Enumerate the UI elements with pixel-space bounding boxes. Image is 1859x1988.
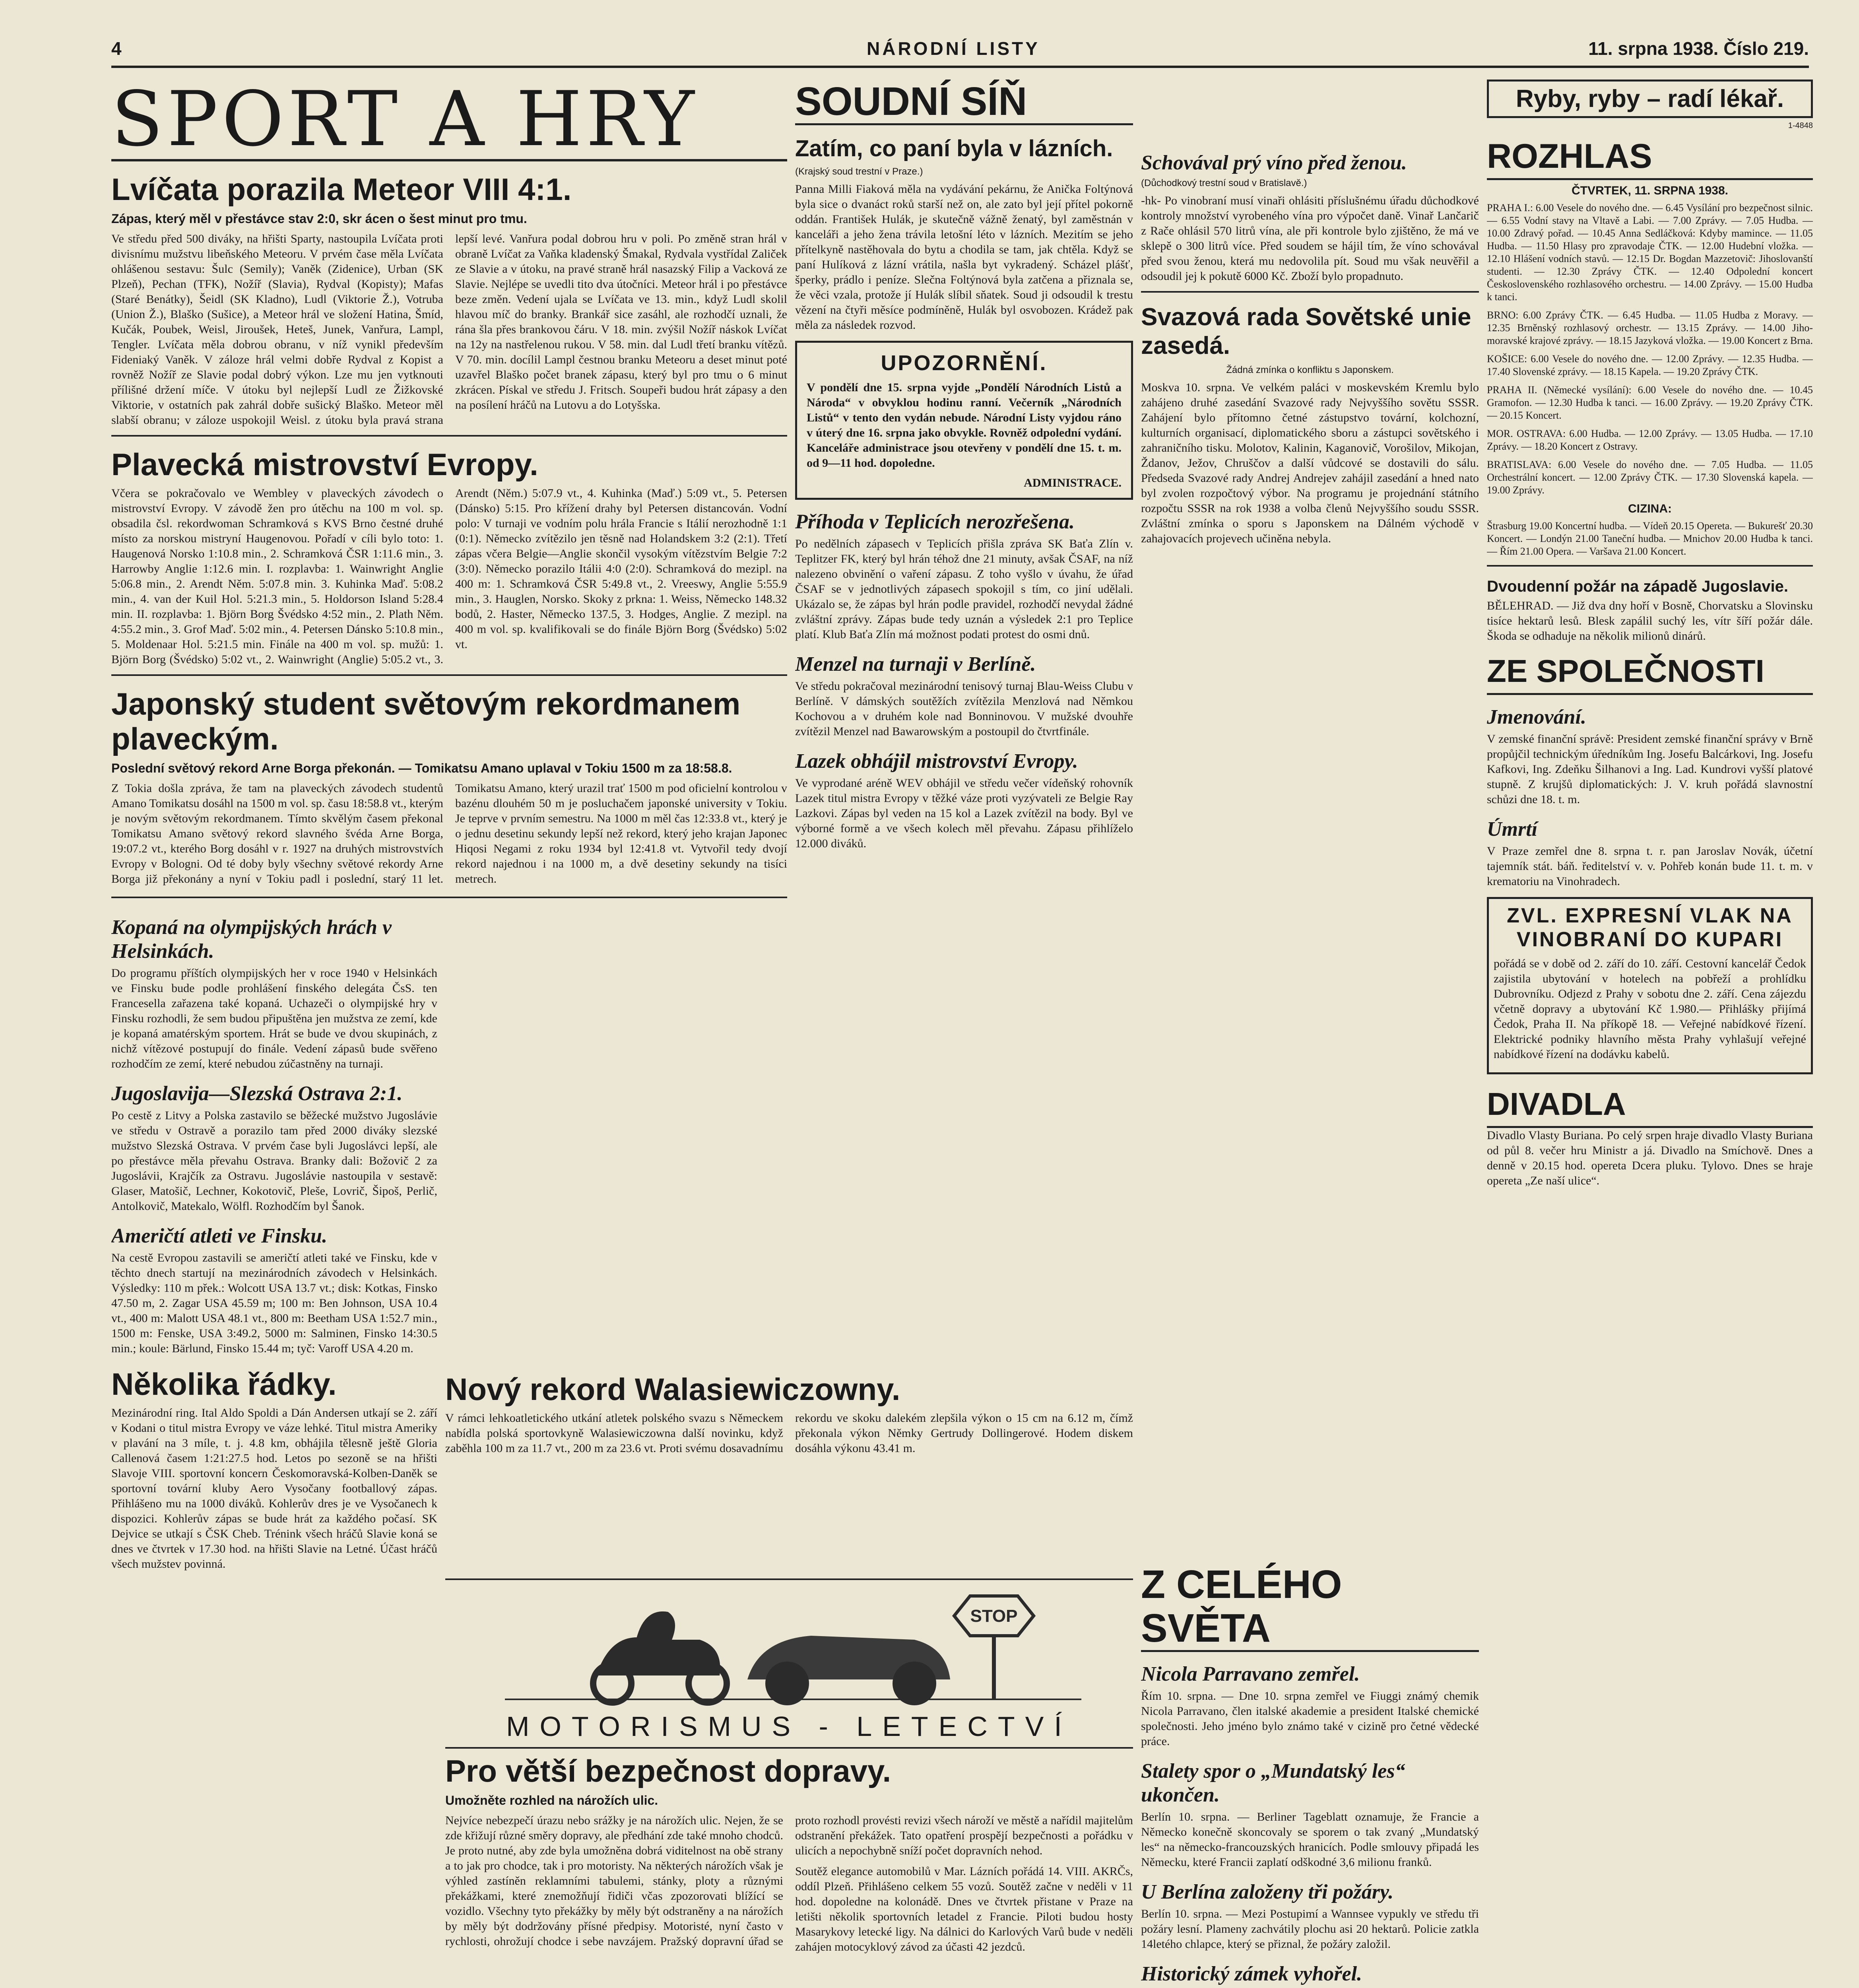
fish-advert: Ryby, ryby – radí lékař. (1487, 80, 1813, 118)
sport-headline-plavani: Plavecká mistrovství Evropy. (111, 447, 538, 482)
radio-program: PRAHA I.: 6.00 Vesele do nového dne. — 6.45 Vysílání pro bezpečnost silnic. — 6.55 Vodní stavy na Vltavě a Labi. — 7.00 Zprávy. — 7.05 Hudba. — 10.00 Zdravý pořad. — 10.45 Anna Sedláčková: Kdyby mamince. — 11.05 Hudba. — 11.50 Hlasy pro zpravodaje ČTK. — 12.00 Hudební vložka. — 12.10 Hlášení vodních stavů. — 12.15 Dr. Bogdan Mazzetovič: Jihoslovanští studenti. — 12.30 Zprávy ČTK. — 12.40 Odpolední koncert Československého rozhlasového orchestru. — 14.00 Zprávy. — 15.00 Hudba k tanci. (1487, 202, 1813, 303)
fire-headline: Dvoudenní požár na západě Jugoslavie. (1487, 578, 1788, 595)
world-column (1141, 1563, 1479, 1988)
soviet-subhead: Žádná zmínka o konfliktu s Japonskem. (1226, 365, 1394, 375)
advert-tag: 1-4848 (1788, 121, 1813, 130)
world-section-title: Z CELÉHO SVĚTA (1141, 1563, 1479, 1652)
radio-section-title: ROZHLAS (1487, 134, 1813, 180)
sport-headline-walas: Nový rekord Walasiewiczowny. (445, 1372, 900, 1407)
radio-program: MOR. OSTRAVA: 6.00 Hudba. — 12.00 Zprávy. — 13.05 Hudba. — 17.10 Zprávy. — 18.20 Koncert z Ostravy. (1487, 428, 1813, 452)
court-headline-lazne: Zatím, co paní byla v lázních. (795, 136, 1113, 161)
world-headline: Stalety spor o „Mundatský les“ ukončen. (1141, 1760, 1405, 1806)
traffic-headline: Pro větší bezpečnost dopravy. (445, 1753, 891, 1788)
divider (111, 435, 787, 437)
society-text: V Praze zemřel dne 8. srpna t. r. pan Jaroslav Novák, účetní tajemník stát. báň. ředitelství v. v. Pohřeb konán bude 11. t. m. v krematoriu na Vinohradech. (1487, 845, 1813, 888)
world-headline: U Berlína založeny tři požáry. (1141, 1881, 1394, 1903)
traffic-article-2: Soutěž elegance automobilů v Mar. Lázních pořádá 14. VIII. AKRČs, oddíl Plzeň. Přihlášeno celkem 55 vozů. Soutěž začne v neděli v 11 hod. dopoledne na kolonádě. Dnes ve čtvrtek přistane v Praze na letišti několik sportovních letadel z Francie. Piloti budou hosty Masarykovy letecké ligy. Na dálnici do Karlových Varů bude v neděli zahájen motocyklový závod za účasti 42 jezdců. (795, 1865, 1133, 1953)
world-item (1141, 1759, 1479, 1870)
court-article-teplice: Po nedělních zápasech v Teplicích přišla zpráva SK Baťa Zlín v. Teplitzer FK, který byl hrán téhož dne 21 minuty, avšak ČSAF, na níž nalezeno obvinění o vaření zápasu. Z toho vyšlo v úvahu, že úřad ČSAF se v jednotlivých zápasech spokojil s tím, co jiní udělali. Ukázalo se, že zápas byl hrán podle pravidel, rozhodčí nevydal žádné zvláštní zprávy. Zápas bude tedy uznán a výsledek 2:1 pro Teplice platí. Klub Baťa Zlín má možnost podati protest do osmi dnů. (795, 537, 1133, 641)
divider (111, 674, 787, 676)
society-headline: Úmrtí (1487, 818, 1538, 841)
masthead-title: NÁRODNÍ LISTY (867, 38, 1040, 59)
theatre-section-title: DIVADLA (1487, 1082, 1813, 1128)
motorcycle-car-illustration (445, 1580, 1133, 1711)
court-column (795, 80, 1133, 1559)
divider (111, 897, 787, 898)
court-headline-vino: Schovával prý víno před ženou. (1141, 151, 1407, 174)
court-section-title: SOUDNÍ SÍŇ (795, 80, 1133, 125)
court-article-menzel: Ve středu pokračoval mezinárodní tenisový turnaj Blau-Weiss Clubu v Berlíně. V dámských soutěžích zvítězila Menzlová nad Němkou Kochovou a v druhém kole nad Bonninovou. V mužské dvouhře zvítězil Menzel nad Bawarowským a postoupil do čtvrtfinále. (795, 679, 1133, 738)
society-headline: Jmenování. (1487, 706, 1586, 728)
notice-box (795, 341, 1133, 500)
sport-article-japonec: Z Tokia došla zpráva, že tam na plaveckých závodech studentů Amano Tomikatsu dosáhl na 1500 m vol. sp. času 18:58.8 vt., kterým je novým světovým rekordmanem. Tímto skvělým časem překonal Tomikatsu Amano světový rekord slavného švéda Arne Borga, 19:07.2 vt., kterého Borg dosáhl v r. 1927 na druhých mistrovstvích Evropy v Bologni. Od té doby byly všechny světové rekordy Arne Borga již překonány a nyní v Tokiu padl i poslední, starý 11 let. Tomikatsu Amano, který urazil trať 1500 m pod oficielní kontrolou v bazénu dlouhém 50 m je posluchačem japonské university v Tokiu. Je teprve v prvním semestru. Na 1000 m měl čas 12:33.8 vt., který je o jednu desetinu sekundy lepší než rekord, který jeho krajan Japonec Hiqosi Negami z roku 1934 byl 12:41.8 vt. Vytvořil tedy dvojí rekord najednou i na 1000 m, a dvě desetiny sekundy na tisíci metrech. (111, 782, 787, 885)
page-header (111, 38, 1809, 68)
traffic-block (445, 1753, 1133, 1988)
sport-headline-americti: Američtí atleti ve Finsku. (111, 1225, 328, 1247)
sport-article-plavani: Včera se pokračovalo ve Wembley v plaveckých závodech o mistrovství Evropy. V závodě žen pro útěchu na 100 m vol. sp. obsadila čsl. rekordwoman Schramková s KVS Brno čestné druhé místo za norskou mistryní Haugenovou. Pořadí v cíli bylo toto: 1. Haugenová Norsko 1:10.8 min., 2. Schramková ČSR 1:11.6 min., 3. Harrowby Anglie 1:12.6 min. I. rozplavba: 1. Wainwright Anglie 5:06.8 min., 2. Arendt Něm. 5:07.8 min. 3. Kuhinka Maď. 5:08.2 min., 4. van der Kuil Hol. 5:21.3 min., 5. Holdorson Island 5:28.4 min. II. rozplavba: 1. Björn Borg Švédsko 4:52 min., 2. Plath Něm. 4:55.2 min., 3. Grof Maď. 5:02 min., 4. Petersen Dánsko 5:10.8 min., 5. Moldenaar Hol. 5:21.5 min. Finále na 400 m vol. sp. mužů: 1. Björn Borg (Švédsko) 5:02 vt., 2. Wainwright (Anglie) 5:05.2 vt., 3. Arendt (Něm.) 5:07.9 vt., 4. Kuhinka (Maď.) 5:09 vt., 5. Petersen (Dánsko) 5:15. Pro křížení drahy byl Petersen distancován. Vodní polo: V turnaji ve vodním polu hrála Francie s Itálií nerozhodně 1:1 (0:1). Německo zvítězilo jen těsně nad Holandskem 3:2 (2:1). Třetí zápas včera Belgie—Anglie skončil vysokým vítězstvím Belgie 7:2 (3:0). Německo porazilo Itálii 4:0 (2:0). Schramková do mezipl. na 400 m: 1. Schramková ČSR 5:49.8 vt., 2. Vreeswy, Anglie 5:55.9 min., 3. Hauglen, Norsko. Skoky z prkna: 1. Weiss, Německo 148.32 bodů, 2. Haster, Německo 137.5, 3. Hodges, Anglie. Z mezipl. na 400 m vol. sp. kvalifikovali se do finále Björn Borg (Švédsko) 5:02 vt. (111, 487, 787, 666)
court-column-2 (1141, 80, 1479, 1559)
notice-title: UPOZORNĚNÍ. (881, 351, 1048, 375)
world-headline: Nicola Parravano zemřel. (1141, 1663, 1360, 1685)
court-headline-menzel: Menzel na turnaji v Berlíně. (795, 653, 1036, 676)
sport-subhead-japonec: Poslední světový rekord Arne Borga překonán. — Tomikatsu Amano uplaval v Tokiu 1500 m za 18:58.8. (111, 761, 732, 775)
sport-section-title: SPORT A HRY (111, 80, 787, 161)
radio-program: PRAHA II. (Německé vysílání): 6.00 Vesele do nového dne. — 10.45 Gramofon. — 12.30 Hudba k tanci. — 16.00 Zprávy. — 19.20 Zprávy ČTK. — 20.15 Koncert. (1487, 384, 1813, 421)
radio-day: ČTVRTEK, 11. SRPNA 1938. (1571, 184, 1729, 197)
abroad-title: CIZINA: (1628, 502, 1672, 515)
court-article-lazek: Ve vyprodané aréně WEV obhájil ve středu večer vídeňský rohovník Lazek titul mistra Evropy v těžké váze proti vyzývateli ze Belgie Ray Lazkovi. Zápas byl veden na 15 kol a Lazek zvítězil na body. Byl ve výborné formě a ve všech kolech měl převahu. Zápasu přihlíželo 12.000 diváků. (795, 777, 1133, 850)
court-subhead-vino: (Důchodkový trestní soud v Bratislavě.) (1141, 178, 1307, 188)
sport-headline-jugoslavija: Jugoslavija—Slezská Ostrava 2:1. (111, 1082, 403, 1105)
radio-program: BRATISLAVA: 6.00 Vesele do nového dne. — 7.05 Hudba. — 11.05 Orchestrální koncert. — 12.00 Zprávy ČTK. — 17.30 Slovenská kapela. — 19.00 Zprávy. (1487, 459, 1813, 496)
court-article-lazne: Panna Milli Fiaková měla na vydávání pekárnu, že Anička Foltýnová byla sice o dvanáct roků starší než on, ale zato byl její přítel pokorně oddán. František Hulák, je skutečně vážně ženatý, byl zaměstnán v kanceláři a jeho žena trávila letošní léto v lázních. Mezitím se jeho přítelkyně nastěhovala do bytu a chodila se tam, jak chtěla. Když se paní Hulíková z lázní vrátila, našla byt vykradený. Scházel plášť, šperky, prádlo i peníze. Slečna Foltýnová byla zatčena a přiznala se, že věci vzala, protože jí Hulák slíbil sňatek. Soud ji odsoudil k trestu vězení na čtyři měsíce podmíněně, Hulák byl osvobozen. Krádež pak měla za následek rozvod. (795, 182, 1133, 332)
sport-article-jugoslavija: Po cestě z Litvy a Polska zastavilo se běžecké mužstvo Jugoslávie ve středu v Ostravě a porazilo tam před 2000 diváky slezské mužstvo Slezská Ostrava. V prvém čase byli Jugoslávci lepší, ale po přestávce měla převahu Ostrava. Branky dali: Božovič 2 za Jugoslávii, Krajčík za Ostravu. Jugoslávie nastoupila v sestavě: Glaser, Matošič, Lechner, Kokotovič, Pleše, Lovrič, Šipoš, Perlič, Antolkovič, Matekalo, Wölfl. Rozhodčím byl Šanok. (111, 1109, 437, 1213)
sport-subhead-lvicata: Zápas, který měl v přestávce stav 2:0, skr ácen o šest minut pro tmu. (111, 212, 527, 226)
radio-program: BRNO: 6.00 Zprávy ČTK. — 6.45 Hudba. — 11.05 Hudba z Moravy. — 12.35 Brněnský rozhlasový orchestr. — 13.15 Zprávy. — 14.00 Jiho-moravské krajové zprávy. — 18.15 Jazyková vložka. — 19.00 Koncert z Brna. (1487, 309, 1813, 346)
world-text: Řím 10. srpna. — Dne 10. srpna zemřel ve Fiuggi známý chemik Nicola Parravano, člen italské akademie a president Italské chemické společnosti. Jeho jméno bylo známo také v cizině pro četné vědecké práce. (1141, 1689, 1479, 1748)
traffic-article: Nejvíce nebezpečí úrazu nebo srážky je na nárožích ulic. Nejen, že se zde křižují různé směry dopravy, ale předhání zde také mnoho chodců. Je proto nutné, aby zde byla umožněna dobrá viditelnost na obě strany a to jak pro chodce, tak i pro motoristy. Na některých nárožích však je výhled zastíněn reklamními tabulemi, stánky, ploty a různými překážkami, které znemožňují řidiči včas zpozorovati blížící se vozidlo. Všechny tyto překážky by měly být odstraněny a na nárožích by měly být dodržovány přísné předpisy. Motoristé, nyní často v rychlosti, ohrožují chodce i sebe navzájem. Pražský dopravní úřad se proto rozhodl provésti revizi všech nároží ve městě a nařídil majitelům odstranění překážek. Tato opatření prospějí bezpečnosti a pořádku v ulicích a nepochybně sníží počet dopravních nehod. (445, 1814, 1133, 1948)
sport-article-americti: Na cestě Evropou zastavili se američtí atleti také ve Finsku, kde v těchto dnech startují na mezinárodních závodech v Helsinkách. Výsledky: 110 m přek.: Wolcott USA 13.7 vt.; disk: Kotkas, Finsko 47.50 m, 2. Zagar USA 45.59 m; 100 m: Ben Johnson, USA 10.4 vt., 400 m: Malott USA 48.1 vt., 800 m: Beetham USA 1:52.7 min., 1500 m: Fenske, USA 3:49.2, 5000 m: Salminen, Finsko 14:30.5 min.; koule: Bärlund, Finsko 15.44 m; tyč: Varoff USA 4.20 m. (111, 1251, 437, 1355)
sport-article-kopana: Do programu příštích olympijských her v roce 1940 v Helsinkách ve Finsku bude podle prohlášení finského delegáta ČsS. ten Francesella zařazena také kopaná. Uchazeči o olympijské hry v Finsku rozhodli, že sem budou připuštěna jen mužstva ze zemí, kde je kopaná amatérským sportem. Hrát se bude ve dvou skupinách, z nichž vítězové postupují do finále. Vedení zápasů bude svěřeno rozhodčím ze zemí, které nebudou zúčastněny na turnaji. (111, 967, 437, 1070)
sport-headline-lvicata: Lvíčata porazila Meteor VIII 4:1. (111, 172, 572, 207)
society-text: V zemské finanční správě: President zemské finanční správy v Brně propůjčil technickým úředníkům Ing. Josefu Balcárkovi, Ing. Josefu Kafkovi, Ing. Zdeňku Šilhanovi a Ing. Lad. Kundrovi vyšší platové stupně. Z krujšů diplomatických: J. V. kruh pořádá slavnostní schůzi dne 18. t. m. (1487, 732, 1813, 806)
court-headline-lazek: Lazek obhájil mistrovství Evropy. (795, 750, 1078, 773)
fire-article: BĚLEHRAD. — Již dva dny hoří v Bosně, Chorvatsku a Slovinsku tisíce hektarů lesů. Blesk zapálil suchý les, vítr šíří požár dále. Škoda se odhaduje na několik milionů dinárů. (1487, 599, 1813, 643)
right-column (1487, 80, 1813, 1988)
court-article-vino: -hk- Po vinobraní musí vinaři ohlásiti příslušnému úřadu důchodkové kontroly množství vyrobeného vína pro výpočet daně. Vinař Lančarič z Rače ohlásil 570 litrů vína, ale při kontrole bylo zjištěno, že má ve sklepě o 300 litrů více. Před soudem se hájil tím, že víno schovával před svou ženou, která mu nedovolila pít. Soud mu však neuvěřil a odsoudil jej k pokutě 6000 Kč. Zboží bylo propadnuto. (1141, 194, 1479, 283)
motorism-caption: MOTORISMUS - LETECTVÍ (506, 1711, 1072, 1742)
world-text: Berlín 10. srpna. — Berliner Tageblatt oznamuje, že Francie a Německo konečně skoncovaly se sporem o tak zvaný „Mundatský les“ na německo-francouzských hranicích. Podle smlouvy připadá les Německu, které Francii zaplatí odškodné 3,6 milionu franků. (1141, 1810, 1479, 1869)
abroad-program: Štrasburg 19.00 Koncertní hudba. — Vídeň 20.15 Opereta. — Bukurešť 20.30 Koncert. — Londýn 21.00 Taneční hudba. — Mnichov 20.00 Hudba k tanci. — Řím 21.00 Opera. — Varšava 21.00 Koncert. (1487, 520, 1813, 557)
court-subhead-lazne: (Krajský soud trestní v Praze.) (795, 166, 923, 177)
court-headline-teplice: Příhoda v Teplicích nerozřešena. (795, 511, 1075, 533)
sport-article-radky: Mezinárodní ring. Ital Aldo Spoldi a Dán Andersen utkají se 2. září v Kodani o titul mistra Evropy ve váze lehké. Titul mistra Ameriky v plavání na 3 míle, t. j. 4.8 km, obhájila tělesně ještě Gloria Callenová časem 1:21:27.5 hod. Letos po sezoně se na hřišti Slavoje VIII. sportovní koncern Českomoravská-Kolben-Daněk se sportovní tovární kluby Aero Vysočany footballový zápas. Přihlášeno mu na 1000 diváků. Kohlerův dres je ve Vysočanech k dispozici. Kohlerův zápas se bude hrát za každého počasí. SK Dejvice se utkají s ČSK Cheb. Trénink všech hráčů Slavie koná se dnes ve čtvrtek v 17.30 hod. na hřišti Slavie na Letné. Účast hráčů všech mužstev povinná. (111, 1406, 437, 1571)
sport-headline-japonec: Japonský student světovým rekordmanem plaveckým. (111, 686, 741, 756)
world-item (1141, 1962, 1479, 1988)
divider (1487, 565, 1813, 567)
divider (1141, 291, 1479, 293)
traffic-subhead: Umožněte rozhled na nárožích ulic. (445, 1793, 658, 1807)
sport-article-walas: V rámci lehkoatletického utkání atletek polského svazu s Německem nabídla polská sportovkyně Walasiewiczowna další novinku, když zaběhla 100 m za 11.7 vt., 200 m za 23.6 vt. Proti svému dosavadnímu rekordu ve skoku dalekém zlepšila výkon o 15 cm na 6.12 m, čímž překonala výkon Němky Gertrudy Dollingerové. Hodem diskem dosáhla výkonu 43.41 m. (445, 1411, 1133, 1455)
soviet-headline: Svazová rada Sovětské unie zasedá. (1141, 303, 1471, 359)
notice-text: V pondělí dne 15. srpna vyjde „Pondělí Národních Listů a Národa“ v obvyklou hodinu ranní. Večerník „Národních Listů“ v tento den vydán nebude. Národní Listy vyjdou ráno v úterý dne 16. srpna jako obvykle. Rovněž odpolední vydání. Kanceláře administrace jsou otevřeny v pondělí dne 15. t. m. od 9—11 hod. dopoledne. (807, 381, 1122, 470)
train-text: pořádá se v době od 2. září do 10. září. Cestovní kancelář Čedok zajistila ubytování v hotelech na pobřeží a prohlídku Dubrovníku. Odjezd z Prahy v sobotu dne 2. září. Cena zájezdu včetně dopravy a ubytování Kč 1.980.— Přihlášky přijímá Čedok, Praha II. Na příkopě 18. — Veřejné nabídkové řízení. Elektrické podniky hlavního města Prahy vyhlašují veřejné nabídkové řízení na dodávku kabelů. (1494, 957, 1806, 1061)
motorism-banner (445, 1578, 1133, 1749)
world-text: Berlín 10. srpna. — Mezi Postupimí a Wannsee vypukly ve středu tři požáry lesní. Plameny zachvátily plochu asi 20 hektarů. Policie zatkla 14letého chlapce, který se přiznal, že požáry založil. (1141, 1907, 1479, 1951)
notice-signature: ADMINISTRACE. (1024, 476, 1122, 489)
sport-headline-radky: Několika řádky. (111, 1367, 337, 1402)
society-section-title: ZE SPOLEČNOSTI (1487, 649, 1813, 695)
radio-program: KOŠICE: 6.00 Vesele do nového dne. — 12.00 Zprávy. — 12.35 Hudba. — 17.40 Slovenské zprávy. — 18.15 Kapela. — 19.20 Zprávy ČTK. (1487, 353, 1813, 377)
train-title: ZVL. EXPRESNÍ VLAK NA VINOBRANÍ DO KUPARI (1507, 904, 1793, 951)
train-advert (1487, 897, 1813, 1074)
stop-sign-text: STOP (970, 1606, 1018, 1626)
sport-headline-kopana: Kopaná na olympijských hrách v Helsinkách. (111, 916, 392, 963)
world-item (1141, 1880, 1479, 1952)
page-number: 4 (111, 38, 122, 59)
theatre-text: Divadlo Vlasty Buriana. Po celý srpen hraje divadlo Vlasty Buriana od půl 8. večer hru Ministr a já. Divadlo na Smíchově. Dnes a denně v 20.15 hod. opereta Dcera pluku. Tylovo. Dnes se hraje opereta „Ze naší ulice“. (1487, 1129, 1813, 1187)
issue-date: 11. srpna 1938. Číslo 219. (1588, 38, 1809, 59)
world-item (1141, 1662, 1479, 1749)
world-headline: Historický zámek vyhořel. (1141, 1963, 1362, 1985)
soviet-article: Moskva 10. srpna. Ve velkém paláci v moskevském Kremlu bylo zahájeno druhé zasedání Svazové rady Nejvyššího sovětu SSSR. Zahájení bylo přítomno četné zástupstvo tovární, kolchozní, kulturních organisací, diplomatického sboru a zástupci sovětského i zahraničního tisku. Molotov, Kalinin, Kaganovič, Vorošilov, Mikojan, Ždanov, Ježov, Chruščov a další vůdcové se dostavili do sálu. Předseda Svazové rady Andrej Andrejev zahájil zasedání a hned nato byl zvolen rozpočtový výbor. Na programu je projednání státního rozpočtu SSSR na rok 1938 a volba členů Nejvyššího soudu SSSR. Zvláštní zmínka o sporu s Japonskem na Dálném východě v zahajovacích projevech učiněna nebyla. (1141, 381, 1479, 545)
sport-article-lvicata: Ve středu před 500 diváky, na hřišti Sparty, nastoupila Lvíčata proti divisnímu mužstvu libeňského Meteoru. V prvém čase měla Lvíčata ohlášenou sestavu: Šulc (Semily); Vaněk (Zidenice), Urban (SK Plzeň), Pechan (TFK), Nožíř (Slavia), Rydval (Kopisty); Mafas (Staré Benátky), Šeidl (SK Kladno), Ludl (Viktorie Ž.), Votruba (Union Ž.), Blaško (Sušice), a Meteor hrál ve složení Hatina, Šmíd, Kučák, Poubek, Weisl, Jiroušek, Heteš, Junek, Vanřura, Lampl, Tengler. Lvíčata měla dobrou obranu, v níž vynikl především Fideniaký Vaněk. V záloze hrál velmi dobře Rydval z Kopist a rovněž Nožíř ze Slavie podal dobrý výkon. Lze mu jen vytknouti přílišné držení míče. V útoku byl nejlepší Ludl ze Žižkovské Viktorie, v ostatních pak zahrál dobře sušický Blaško. Meteor měl slabší obranu; v záloze uspokojil Weisl. z útoku byla pravá strana lepší levé. Vanřura podal dobrou hru v poli. Po změně stran hrál v obraně Lvíčat za Vaňka kladenský Šmakal, Rydvala vystřídal Zaliček ze Slavie a v útoku, na pravé straně hrál nasazský Filip a Vacková ze Slavie. Nejlépe se uvedli tito dva útočníci. Meteor hrál i po přestávce beze změn. Vedení ujala se Lvíčata ve 13. min., když Ludl skolil hlavou míč do branky. Brankář sice zasáhl, ale rozhodčí uznali, že rána šla přes brankovou čáru. V 18. min. zvýšil Nožíř náskok Lvíčat na 12y na nastřelenou rukou. V 58. min. dal Ludl třetí branku vítězů. V 70. min. docílil Lampl čestnou branku Meteoru a deset minut poté uzavřel Blaško počet branek zápasu, který byl pro tmu o 6 minut zkrácen. Pískal ve středu J. Fritsch. Soupeři budou hrát zápasy a den na posílení hráčů na Lutovu a do Lotyšska. (111, 232, 787, 427)
